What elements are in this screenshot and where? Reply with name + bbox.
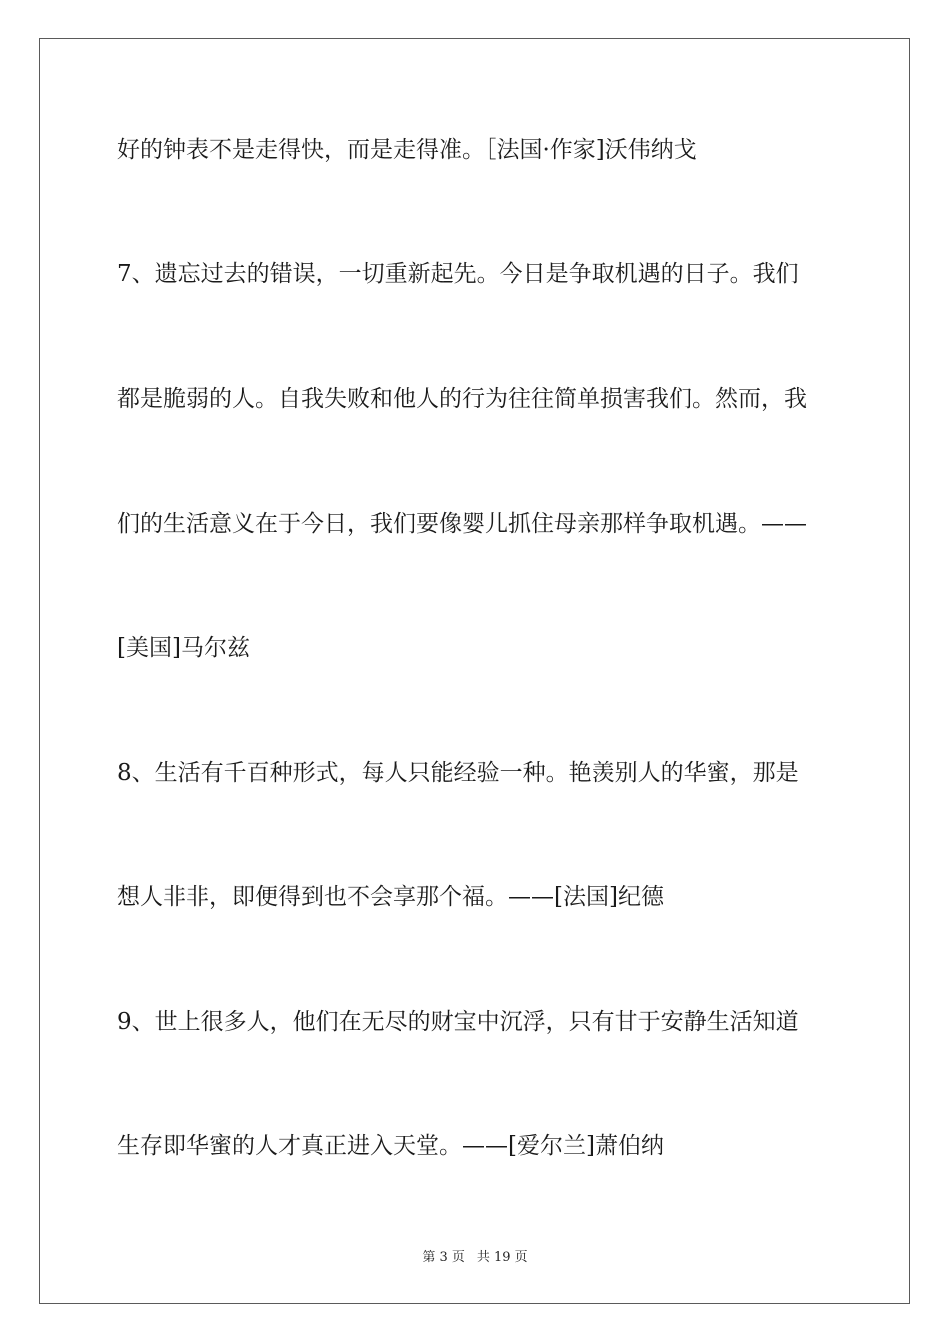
text-line-2: 7、遗忘过去的错误，一切重新起先。今日是争取机遇的日子。我们 <box>117 261 799 287</box>
page-border <box>39 38 910 1304</box>
text-line-8: 9、世上很多人，他们在无尽的财宝中沉浮，只有甘于安静生活知道 <box>117 1009 799 1035</box>
text-line-3: 都是脆弱的人。自我失败和他人的行为往往简单损害我们。然而，我 <box>117 386 807 412</box>
text-line-9: 生存即华蜜的人才真正进入天堂。——[爱尔兰]萧伯纳 <box>117 1133 664 1159</box>
page-number: 第 3 页 <box>422 1250 465 1265</box>
text-line-1: 好的钟表不是走得快，而是走得准。［法国·作家]沃伟纳戈 <box>117 137 697 163</box>
page-footer <box>0 1249 950 1267</box>
text-line-4: 们的生活意义在于今日，我们要像婴儿抓住母亲那样争取机遇。—— <box>117 511 807 537</box>
text-line-5: [美国]马尔兹 <box>117 635 250 661</box>
page-total: 共 19 页 <box>476 1250 528 1265</box>
text-line-6: 8、生活有千百种形式，每人只能经验一种。艳羡别人的华蜜，那是 <box>117 760 799 786</box>
text-line-7: 想人非非，即便得到也不会享那个福。——[法国]纪德 <box>117 884 664 910</box>
